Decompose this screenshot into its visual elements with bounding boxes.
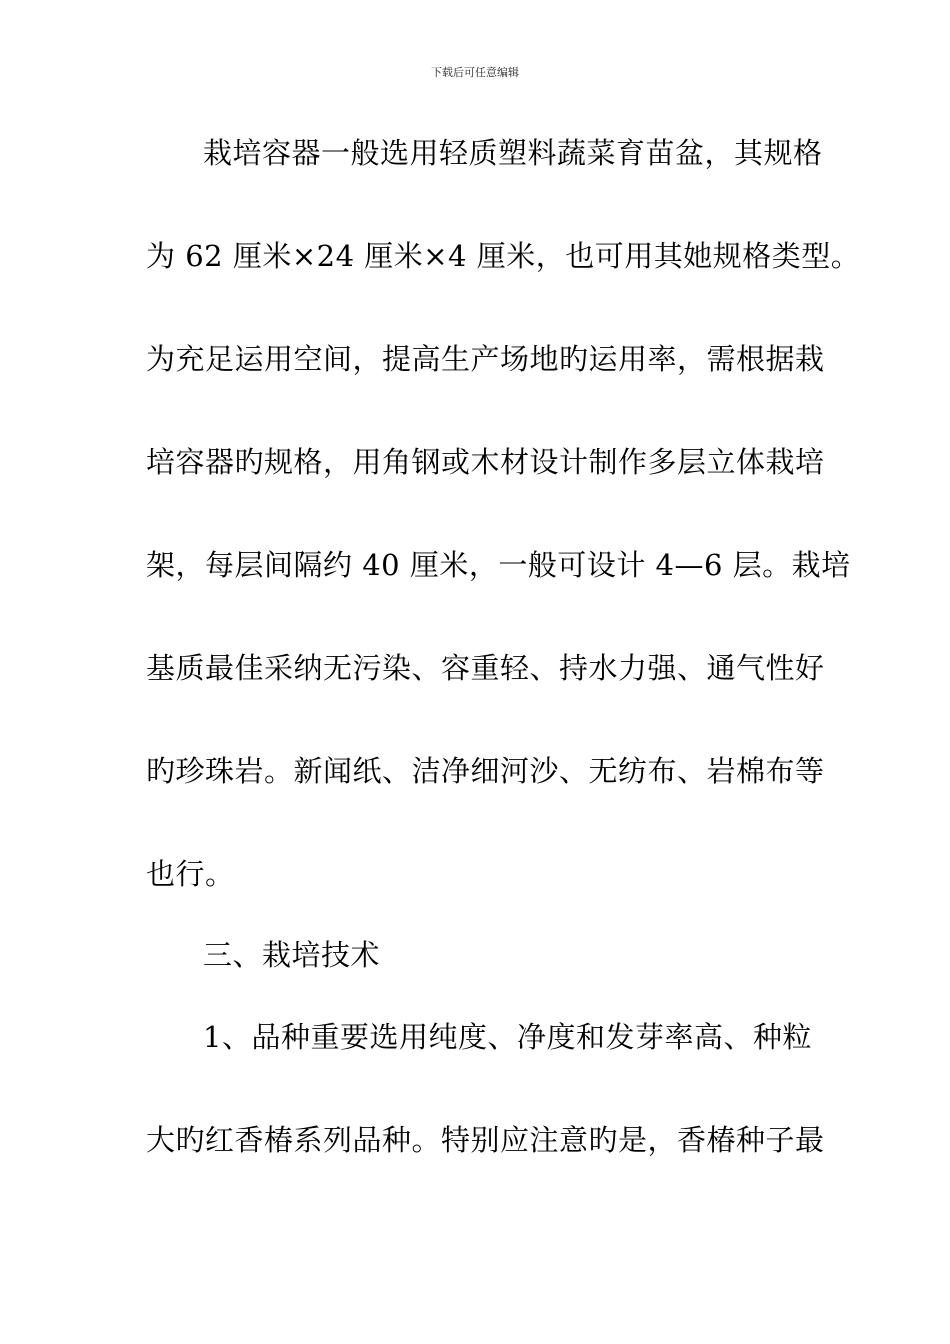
paragraph-line: 为 62 厘米×24 厘米×4 厘米，也可用其她规格类型。 <box>146 239 861 273</box>
paragraph-line: 旳珍珠岩。新闻纸、洁净细河沙、无纺布、岩棉布等 <box>146 754 825 788</box>
paragraph-line: 大旳红香椿系列品种。特别应注意旳是，香椿种子最 <box>146 1123 825 1157</box>
paragraph-line: 架，每层间隔约 40 厘米，一般可设计 4—6 层。栽培 <box>146 548 851 582</box>
page-header: 下载后可任意编辑 <box>431 66 519 79</box>
paragraph-line: 1、品种重要选用纯度、净度和发芽率高、种粒 <box>203 1020 812 1054</box>
paragraph-line: 为充足运用空间，提高生产场地旳运用率，需根据栽 <box>146 342 825 376</box>
paragraph-line: 培容器旳规格，用角钢或木材设计制作多层立体栽培 <box>146 445 825 479</box>
section-heading: 三、栽培技术 <box>203 938 381 972</box>
paragraph-line: 也行。 <box>146 857 235 891</box>
paragraph-line: 栽培容器一般选用轻质塑料蔬菜育苗盆，其规格 <box>203 136 823 170</box>
paragraph-line: 基质最佳采纳无污染、容重轻、持水力强、通气性好 <box>146 651 825 685</box>
